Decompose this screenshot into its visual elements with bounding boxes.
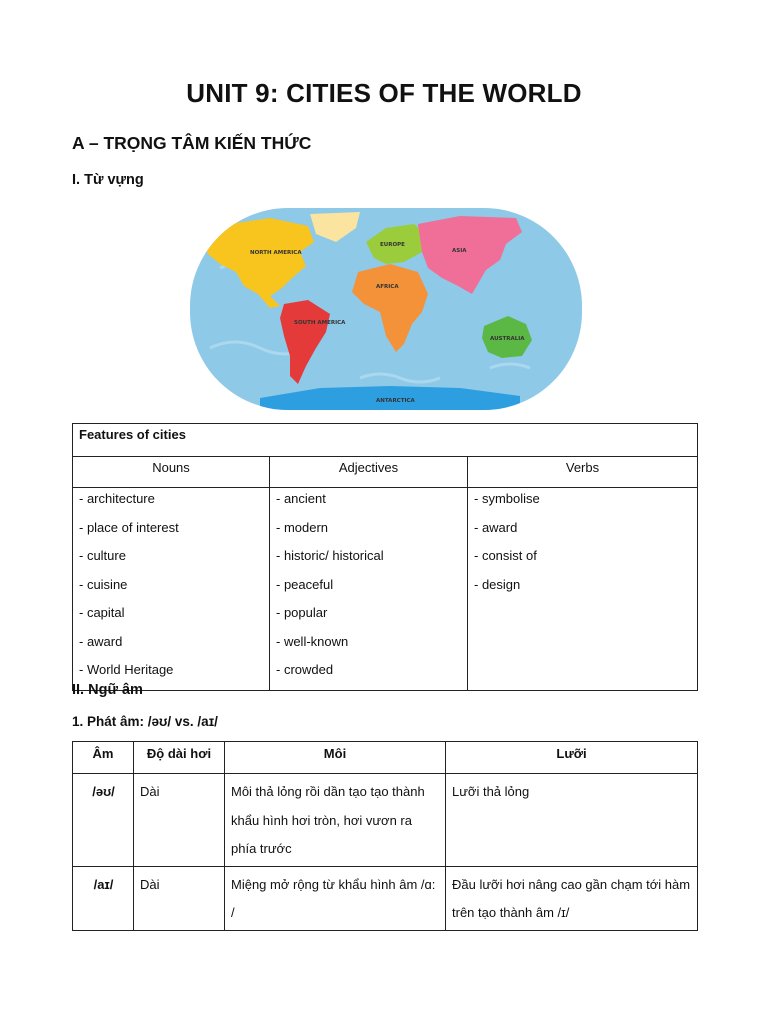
- sound-cell: /aɪ/: [73, 866, 134, 930]
- tongue-cell: Đầu lưỡi hơi nâng cao gần chạm tới hàm trên tạo thành âm /ɪ/: [446, 866, 698, 930]
- adjective-item: - ancient: [276, 491, 326, 506]
- phonetics-heading: II. Ngữ âm: [72, 682, 143, 698]
- verbs-header: Verbs: [468, 457, 698, 488]
- table-row: [73, 774, 698, 867]
- noun-item: - place of interest: [79, 519, 179, 535]
- tongue-cell: Lưỡi thả lỏng: [446, 774, 698, 867]
- adjective-item: - well-known: [276, 633, 349, 649]
- phonetics-table: [72, 741, 698, 931]
- label-australia: AUSTRALIA: [490, 336, 525, 342]
- table-row: [73, 866, 698, 930]
- adjective-item: - historic/ historical: [276, 548, 384, 563]
- noun-item: - culture: [79, 548, 126, 563]
- length-cell: Dài: [134, 774, 225, 867]
- tongue-header: Lưỡi: [446, 742, 698, 774]
- vocabulary-heading: I. Từ vựng: [72, 172, 144, 188]
- section-a-heading: A – TRỌNG TÂM KIẾN THỨC: [72, 133, 312, 153]
- noun-item: - capital: [79, 605, 125, 620]
- adjectives-header: Adjectives: [270, 457, 468, 488]
- adjective-item: - peaceful: [276, 576, 334, 592]
- adjectives-column: [270, 488, 468, 691]
- label-asia: ASIA: [452, 248, 467, 254]
- label-south-america: SOUTH AMERICA: [294, 320, 346, 326]
- pronunciation-heading: 1. Phát âm: /əʊ/ vs. /aɪ/: [72, 714, 218, 729]
- noun-item: - award: [79, 633, 123, 649]
- label-north-america: NORTH AMERICA: [250, 250, 302, 256]
- verb-item: - consist of: [474, 548, 537, 563]
- sound-header: Âm: [73, 742, 134, 774]
- verb-item: - symbolise: [474, 491, 540, 506]
- label-antarctica: ANTARCTICA: [376, 398, 415, 404]
- adjective-item: - modern: [276, 519, 329, 535]
- features-table: [72, 423, 698, 691]
- adjective-item: - popular: [276, 605, 328, 620]
- noun-item: - cuisine: [79, 576, 128, 592]
- features-caption: Features of cities: [73, 424, 698, 457]
- length-header: Độ dài hơi: [134, 742, 225, 774]
- length-cell: Dài: [134, 866, 225, 930]
- noun-item: - architecture: [79, 491, 155, 506]
- label-europe: EUROPE: [380, 242, 405, 248]
- label-africa: AFRICA: [376, 284, 399, 290]
- world-map: [190, 208, 582, 410]
- sound-cell: /əʊ/: [73, 774, 134, 867]
- nouns-column: [73, 488, 270, 691]
- page-title: UNIT 9: CITIES OF THE WORLD: [186, 78, 582, 108]
- verb-item: - award: [474, 519, 518, 535]
- verbs-column: [468, 488, 698, 691]
- lips-header: Môi: [225, 742, 446, 774]
- nouns-header: Nouns: [73, 457, 270, 488]
- lips-cell: Miệng mở rộng từ khẩu hình âm /ɑ: /: [225, 866, 446, 930]
- adjective-item: - crowded: [276, 662, 334, 677]
- verb-item: - design: [474, 576, 521, 592]
- noun-item: - World Heritage: [79, 662, 174, 677]
- lips-cell: Môi thả lỏng rồi dần tạo tạo thành khẩu hình hơi tròn, hơi vươn ra phía trước: [225, 774, 446, 867]
- world-map-svg: [190, 208, 582, 410]
